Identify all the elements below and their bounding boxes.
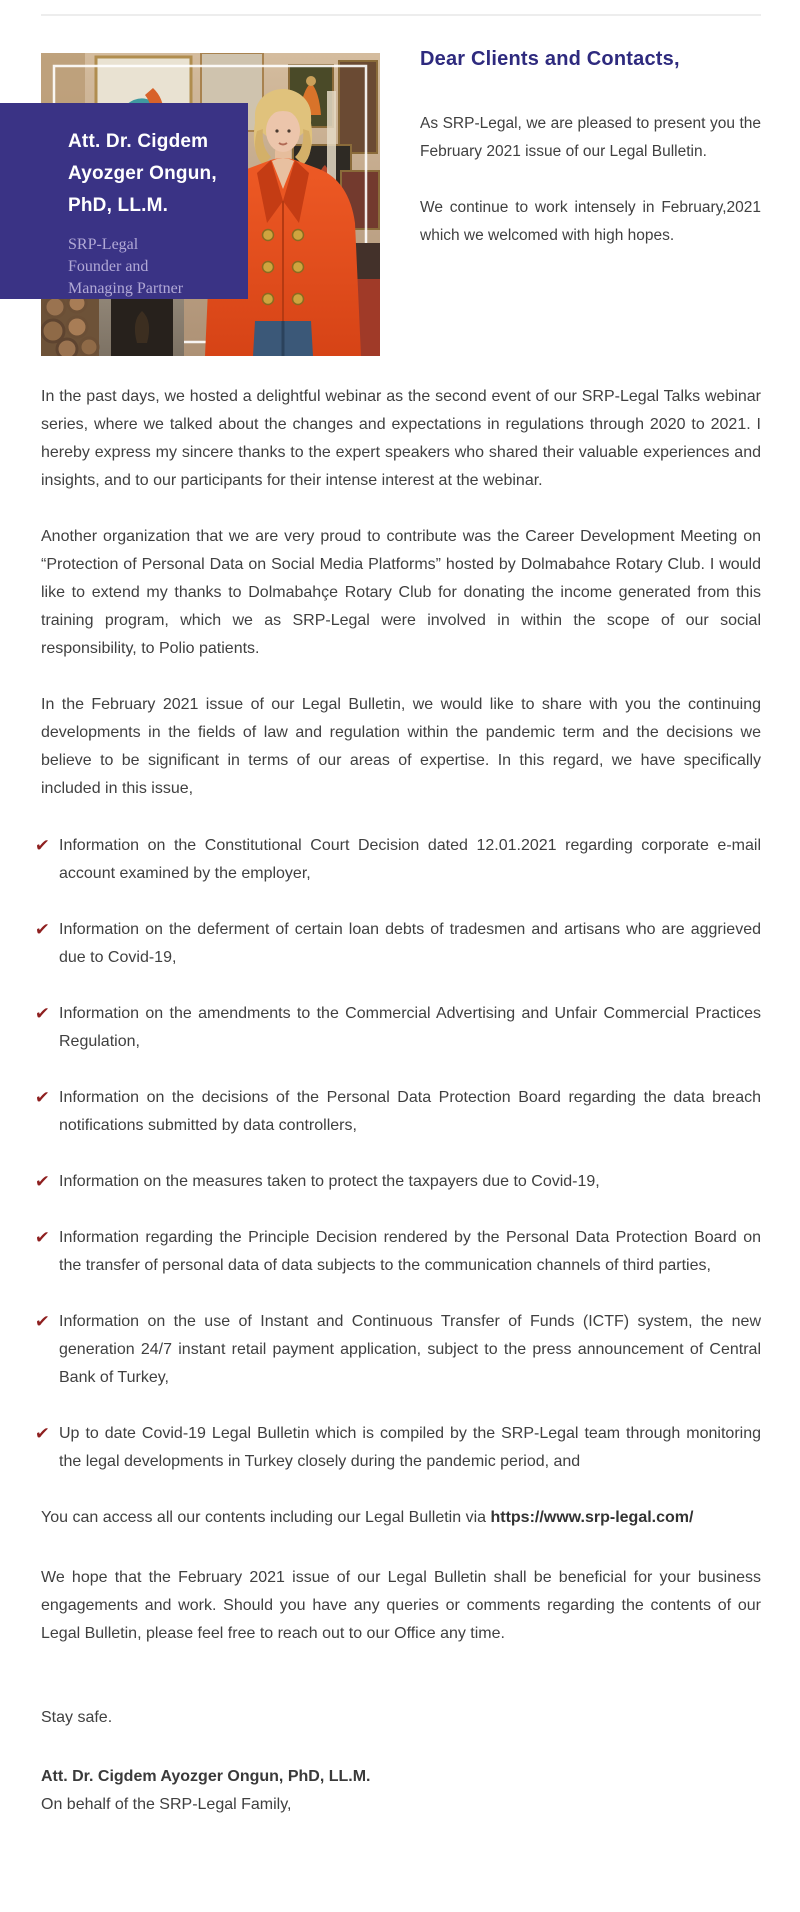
signature-block	[41, 1763, 761, 1819]
log-pile	[41, 293, 99, 356]
access-text: You can access all our contents including our Legal Bulletin via	[41, 1509, 491, 1526]
list-item	[34, 1000, 761, 1056]
greeting-paragraph-1: As SRP-Legal, we are pleased to present you the February 2021 issue of our Legal Bulletin.	[420, 115, 761, 160]
list-item-text: Information on the Constitutional Court Decision dated 12.01.2021 regarding corporate e-mail account examined by the employer,	[59, 837, 761, 882]
person-role-line2: Founder and	[68, 258, 149, 275]
checkmark-icon: ✔	[34, 1172, 51, 1191]
person-name-line3: PhD, LL.M.	[68, 195, 169, 216]
checkmark-icon: ✔	[34, 1228, 51, 1247]
greeting-paragraph-2: We continue to work intensely in February,2021 which we welcomed with high hopes.	[420, 199, 761, 244]
list-item-text: Information regarding the Principle Decision rendered by the Personal Data Protection Board on the transfer of personal data of data subjects to the communication channels of third parties,	[59, 1229, 761, 1274]
person-role-line1: SRP-Legal	[68, 236, 139, 253]
bulletin-topic-list	[34, 832, 761, 1476]
top-divider	[41, 14, 761, 16]
access-paragraph	[41, 1504, 761, 1532]
greeting-column	[420, 47, 761, 250]
website-link[interactable]: https://www.srp-legal.com/	[490, 1509, 694, 1526]
person-name-line2: Ayozger Ongun,	[68, 163, 217, 184]
greeting-heading: Dear Clients and Contacts,	[420, 48, 680, 70]
person-name-line1: Att. Dr. Cigdem	[68, 131, 209, 152]
list-item	[34, 832, 761, 888]
list-item	[34, 1420, 761, 1476]
list-item	[34, 1224, 761, 1280]
list-item	[34, 916, 761, 972]
body-paragraph-3: In the February 2021 issue of our Legal Bulletin, we would like to share with you the continuing developments in the fields of law and regulation within the pandemic term and the decisions we believe to be significant in terms of our areas of expertise. In this regard, we have specifically included in this issue,	[41, 696, 761, 797]
face	[266, 110, 300, 152]
list-item-text: Information on the deferment of certain loan debts of tradesmen and artisans who are aggrieved due to Covid-19,	[59, 921, 761, 966]
checkmark-icon: ✔	[34, 1312, 51, 1331]
checkmark-icon: ✔	[34, 1004, 51, 1023]
checkmark-icon: ✔	[34, 836, 51, 855]
list-item	[34, 1168, 761, 1196]
signature-name: Att. Dr. Cigdem Ayozger Ongun, PhD, LL.M.	[41, 1768, 371, 1785]
signature-title: On behalf of the SRP-Legal Family,	[41, 1796, 292, 1813]
identity-panel	[0, 103, 248, 299]
list-item-text: Up to date Covid-19 Legal Bulletin which is compiled by the SRP-Legal team through monitoring the legal developments in Turkey closely during the pandemic period, and	[59, 1425, 761, 1470]
body-column	[34, 383, 761, 1819]
body-paragraph-1: In the past days, we hosted a delightful webinar as the second event of our SRP-Legal Talks webinar series, where we talked about the changes and expectations in regulations through 2020 to 2021. I hereby express my sincere thanks to the expert speakers who shared their valuable experiences and insights, and to our participants for their intense interest at the webinar.	[41, 388, 761, 489]
checkmark-icon: ✔	[34, 1088, 51, 1107]
checkmark-icon: ✔	[34, 920, 51, 939]
list-item-text: Information on the measures taken to protect the taxpayers due to Covid-19,	[59, 1173, 600, 1190]
list-item-text: Information on the amendments to the Commercial Advertising and Unfair Commercial Practices Regulation,	[59, 1005, 761, 1050]
stay-safe-text: Stay safe.	[41, 1709, 113, 1726]
body-paragraph-2: Another organization that we are very proud to contribute was the Career Development Meeting on “Protection of Personal Data on Social Media Platforms” hosted by Dolmabahce Rotary Club. I would like to extend my thanks to Dolmabahçe Rotary Club for donating the income generated from this training program, which we as SRP-Legal were involved in within the scope of our social responsibility, to Polio patients.	[41, 528, 761, 657]
list-item-text: Information on the use of Instant and Continuous Transfer of Funds (ICTF) system, the new generation 24/7 instant retail payment application, subject to the press announcement of Central Bank of Turkey,	[59, 1313, 761, 1386]
list-item	[34, 1308, 761, 1392]
list-item-text: Information on the decisions of the Personal Data Protection Board regarding the data breach notifications submitted by data controllers,	[59, 1089, 761, 1134]
list-item	[34, 1084, 761, 1140]
closing-paragraph: We hope that the February 2021 issue of our Legal Bulletin shall be beneficial for your business engagements and work. Should you have any queries or comments regarding the contents of our Legal Bulletin, please feel free to reach out to our Office any time.	[41, 1569, 761, 1642]
checkmark-icon: ✔	[34, 1424, 51, 1443]
person-role-line3: Managing Partner	[68, 280, 184, 297]
